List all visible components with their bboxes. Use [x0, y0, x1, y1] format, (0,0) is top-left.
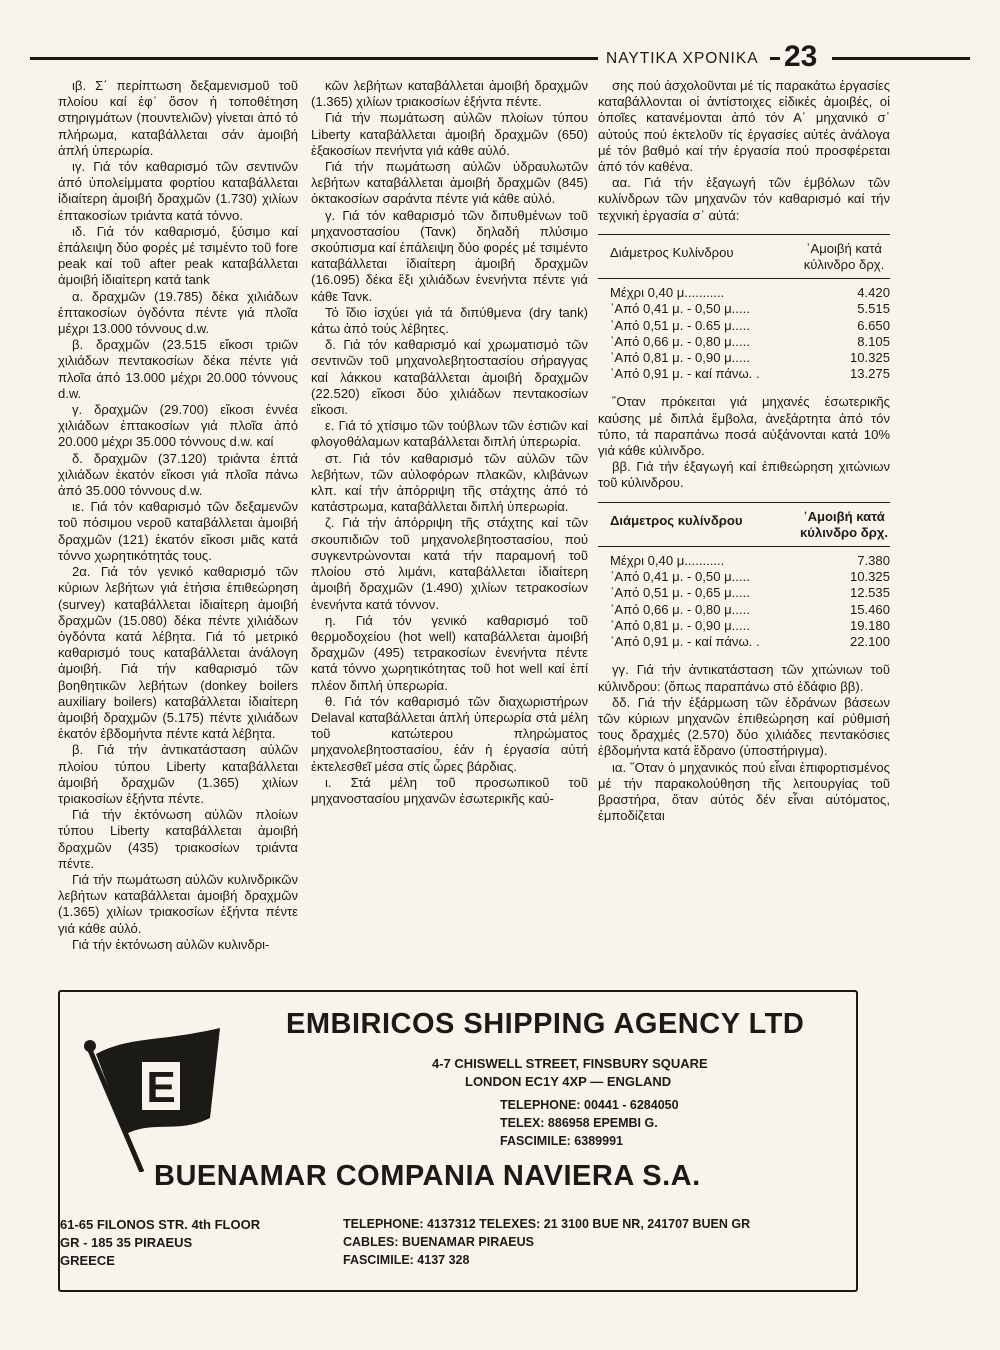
address-line: 4-7 CHISWELL STREET, FINSBURY SQUARE [432, 1056, 708, 1071]
address-line: 61-65 FILONOS STR. 4th FLOOR [60, 1217, 261, 1232]
text-column-2 [311, 78, 588, 807]
paragraph: ῞Οταν πρόκειται γιά μηχανές ἐσωτερικῆς καύσης μέ διπλά ἔμβολα, ἀνεξάρτητα ἀπό τόν τύπο, τά παραπάνω ποσά αὐξάνονται κατά 10% γιά κάθε κύλινδρο. [598, 394, 890, 459]
telephone-line: TELEPHONE: 00441 - 6284050 [500, 1098, 679, 1112]
diameter-range: ᾽Από 0,41 μ. - 0,50 μ..... [610, 301, 750, 317]
fee-value: 4.420 [857, 285, 890, 301]
telex-line: TELEX: 886958 EPEMBI G. [500, 1116, 658, 1130]
paragraph: 2α. Γιά τόν γενικό καθαρισμό τῶν κύριων λεβήτων γιά ἐτήσια ἐπιθεώρηση (survey) καταβάλλεται ἰδιαίτερη ἀμοιβή δραχμῶν (15.080) δέκα πέντε χιλιάδων ὀγδόντα κατά λέβητα. Γιά τό μετρικό καθαρισμό τους καταβάλλεται ἀνάλογη ἀμοιβή. Γιά τήν καθαρισμό τῶν βοηθητικῶν λεβήτων (donkey boilers auxiliary boilers) καταβάλλεται ἰδιαίτερη ἀμοιβή δραχμῶν (5.175) πέντε χιλιάδων ἑκατόν ἑβδομήντα πέντε κατά λέβητα. [58, 564, 298, 742]
company-name-buenamar: BUENAMAR COMPANIA NAVIERA S.A. [154, 1160, 701, 1192]
diameter-range: ᾽Από 0,51 μ. - 0,65 μ..... [610, 585, 750, 601]
company-flag-logo [70, 1022, 220, 1172]
diameter-range: ᾽Από 0,66 μ. - 0,80 μ..... [610, 333, 750, 349]
header-rule-left [30, 57, 598, 60]
fee-value: 7.380 [857, 553, 890, 569]
table-header-diameter: Διάμετρος Κυλίνδρου [610, 244, 734, 260]
paragraph: ιε. Γιά τόν καθαρισμό τῶν δεξαμενῶν τοῦ πόσιμου νεροῦ καταβάλλεται ἀμοιβή δραχμῶν (121) ἑκατόν εἴκοσι μιᾶς κατά τόννο χωρητικότητάς τους. [58, 499, 298, 563]
paragraph: γγ. Γιά τήν ἀντικατάσταση τῶν χιτώνιων τοῦ κύλινδρου: (ὅπως παραπάνω στό ἐδάφιο ββ). [598, 662, 890, 694]
paragraph: γ. δραχμῶν (29.700) εἴκοσι ἐννέα χιλιάδων ἑπτακοσίων γιά πλοῖα ἀπό 20.000 μέχρι 35.000 τόννους d.w. καί [58, 402, 298, 450]
paragraph: σης πού ἀσχολοῦνται μέ τίς παρακάτω ἐργασίες καταβάλλονται οἱ ἀντίστοιχες εἰδικές ἀμοιβές, οἱ ὁποῖες κατανέμονται ἀπό τόν Α΄ μηχανικό σ᾽ αὐτούς πού ἐκτελοῦν τίς ἐργασίες αὐτές ἀνάλογα μέ τόν βαθμό καί τήν ἐργασία πού προσφέρεται ἀπό τόν καθένα. [598, 78, 890, 175]
header-rule-right [832, 57, 970, 60]
fee-value: 10.325 [849, 569, 890, 585]
diameter-range: ᾽Από 0,81 μ. - 0,90 μ..... [610, 350, 750, 366]
table-row [598, 553, 890, 569]
fee-value: 8.105 [857, 333, 890, 349]
diameter-range: ᾽Από 0,66 μ. - 0,80 μ..... [610, 601, 750, 617]
paragraph: Γιά τήν ἐκτόνωση αὐλῶν κυλινδρι- [72, 936, 270, 952]
table-header [598, 502, 890, 547]
paragraph: ε. Γιά τό χτίσιμο τῶν τούβλων τῶν ἑστιῶν καί φλογοθάλαμων καταβάλλεται διπλή ὑπερωρία. [311, 418, 588, 450]
paragraph: αα. Γιά τήν ἐξαγωγή τῶν ἐμβόλων τῶν κυλίνδρων τῶν μηχανῶν τόν καθαρισμό καί τήν τεχνική ἐργασία σ᾽ αὐτά: [598, 175, 890, 223]
paragraph: δ. Γιά τόν καθαρισμό καί χρωματισμό τῶν σεντινῶν τοῦ μηχανολεβητοστασίου σήραγγας καί λάκκου καταβάλλεται ἀμοιβή δραχμῶν (22.520) εἴκοσι δύο χιλιάδων πεντακοσίων εἴκοσι. [311, 337, 588, 418]
advertisement-box [58, 990, 858, 1292]
text-column-1 [58, 78, 298, 953]
address-line: GREECE [60, 1253, 115, 1268]
paragraph: ιγ. Γιά τόν καθαρισμό τῶν σεντινῶν ἀπό ὑπολείμματα φορτίου καταβάλλεται ἰδιαίτερη ἀμοιβή δραχμῶν (1.730) χιλίων ἑπτακοσίων τριάντα κατά τόννο. [58, 159, 298, 223]
fee-value: 6.650 [857, 317, 890, 333]
table-row [598, 569, 890, 585]
paragraph: θ. Γιά τόν καθαρισμό τῶν διαχωριστήρων Delaval καταβάλλεται ἁπλή ὑπερωρία στά μέλη τοῦ κατώτερου πληρώματος μηχανολεβητοστασίου, ἐάν ἡ ἐργασία αὐτή ἐκτελεσθεῖ μέσα στίς ὧρες βάρδιας. [311, 693, 588, 774]
fee-table-pistons [598, 234, 890, 383]
diameter-range: ᾽Από 0,91 μ. - καί πάνω. . [610, 366, 760, 382]
fee-value: 12.535 [849, 585, 890, 601]
paragraph: γ. Γιά τόν καθαρισμό τῶν διπυθμένων τοῦ μηχανοστασίου (Τανκ) δηλαδή πλύσιμο σκούπισμα καί ἐπάλειψη δύο φορές μέ τσιμέντο καταβάλλεται ἰδιαίτερη ἀμοιβή δραχμῶν (16.095) δέκα ἕξι χιλιάδων ἐνενήντα πέντε γιά κάθε Τανκ. [311, 207, 588, 304]
company-name-embiricos: EMBIRICOS SHIPPING AGENCY LTD [286, 1008, 805, 1040]
table-header-fee: ᾽Αμοιβή κατά κύλινδρο δρχ. [803, 240, 885, 273]
paragraph: β. Γιά τήν ἀντικατάσταση αὐλῶν πλοίου τύπου Liberty καταβάλλεται ἀμοιβή δραχμῶν (1.365) χιλίων τριακοσίων ἑξήντα πέντε. [58, 742, 298, 806]
diameter-range: Μέχρι 0,40 μ........... [610, 553, 725, 569]
table-header-diameter: Διάμετρος κυλίνδρου [610, 512, 743, 528]
paragraph: ιβ. Σ΄ περίπτωση δεξαμενισμοῦ τοῦ πλοίου καί ἐφ᾽ ὅσον ἡ τοποθέτηση στηριγμάτων (πουντελιῶν) γίνεται ἀπό τό πλήρωμα, καταβάλλεται σάν ἀμοιβή ἁπλή ὑπερωρία. [58, 78, 298, 158]
paragraph: Γιά τήν ἐκτόνωση αὐλῶν πλοίων τύπου Liberty καταβάλλεται ἀμοιβή δραχμῶν (435) τριακοσίων τριάντα πέντε. [58, 807, 298, 871]
fee-value: 10.325 [849, 350, 890, 366]
table-row [598, 366, 890, 382]
paragraph: Γιά τήν πωμάτωση αὐλῶν κυλινδρικῶν λεβήτων καταβάλλεται ἀμοιβή δραχμῶν (1.365) χιλίων τριακοσίων ἑξήντα πέντε γιά κάθε αὐλό. [58, 871, 298, 936]
paragraph: ζ. Γιά τήν ἀπόρριψη τῆς στάχτης καί τῶν σκουπιδιῶν τοῦ μηχανολεβητοστασίου, πού συγκεντρώνονται κατά τήν παραμονή τοῦ πλοίου στό λιμάνι, καταβάλλεται ἰδιαίτερη ἀμοιβή δραχμῶν (1.490) χιλίων τετρακοσίων ἐνενήντα κατά τόννον. [311, 515, 588, 612]
diameter-range: ᾽Από 0,81 μ. - 0,90 μ..... [610, 617, 750, 633]
paragraph: α. δραχμῶν (19.785) δέκα χιλιάδων ἑπτακοσίων ὀγδόντα πέντε γιά πλοῖα μέχρι 13.000 τόννους d.w. [58, 288, 298, 337]
table-row [598, 585, 890, 601]
fax-line: FASCIMILE: 6389991 [500, 1134, 623, 1148]
table-row [598, 301, 890, 317]
paragraph: ια. ῞Οταν ὁ μηχανικός πού εἶναι ἐπιφορτισμένος μέ τήν παρακολούθηση τῆς λειτουργίας τοῦ βραστήρα, ὅταν αὐτός δέν εἶναι αὐτόματος, ἐμποδίζεται [598, 759, 890, 824]
paragraph: δδ. Γιά τήν ἐξάρμωση τῶν ἑδράνων βάσεων τῶν κύριων μηχανῶν ἐπιθεώρηση καί ρύθμισή τους δραχμές (2.570) δύο χιλιάδες πεντακόσιες ἑβδομήντα κατά ἕδρανο (ὑποστήριγμα). [598, 694, 890, 759]
diameter-range: ᾽Από 0,51 μ. - 0.65 μ..... [610, 317, 750, 333]
page-number: 23 [784, 40, 818, 73]
fee-value: 15.460 [849, 601, 890, 617]
table-row [598, 602, 890, 618]
paragraph: δ. δραχμῶν (37.120) τριάντα ἑπτά χιλιάδων ἑκατόν εἴκοσι γιά πλοῖα πάνω ἀπό 35.000 τόννους d.w. [58, 450, 298, 499]
table-row [598, 285, 890, 301]
table-row [598, 618, 890, 634]
paragraph: Τό ἴδιο ἰσχύει γιά τά διπύθμενα (dry tank) κάτω ἀπό τούς λέβητες. [311, 304, 588, 337]
paragraph: κῶν λεβήτων καταβάλλεται ἀμοιβή δραχμῶν (1.365) χιλίων τριακοσίων ἑξήντα πέντε. [311, 78, 588, 110]
header-rule-mid [770, 57, 780, 60]
diameter-range: Μέχρι 0,40 μ........... [610, 285, 725, 301]
paragraph: Γιά τήν πωμάτωση αὐλῶν πλοίων τύπου Liberty καταβάλλεται ἀμοιβή δραχμῶν (650) ἑξακοσίων πενήντα γιά κάθε αὐλό. [311, 110, 588, 158]
paragraph: ι. Στά μέλη τοῦ προσωπικοῦ τοῦ μηχανοστασίου μηχανῶν ἐσωτερικῆς καύ- [311, 774, 588, 806]
flag-letter: E [146, 1063, 176, 1112]
table-header-fee: ᾽Αμοιβή κατά κύλινδρο δρχ. [799, 508, 889, 540]
table-header [598, 234, 890, 279]
paragraph: Γιά τήν πωμάτωση αὐλῶν ὑδραυλωτῶν λεβήτων καταβάλλεται ἀμοιβή δραχμῶν (845) ὀκτακοσίων σαράντα πέντε γιά κάθε αὐλό. [311, 159, 588, 207]
text-column-3 [598, 78, 890, 824]
fax-line: FASCIMILE: 4137 328 [343, 1253, 470, 1267]
paragraph: ββ. Γιά τήν ἐξαγωγή καί ἐπιθεώρηση χιτώνιων τοῦ κύλινδρου. [598, 459, 890, 491]
fee-value: 5.515 [857, 301, 890, 317]
fee-value: 22.100 [849, 634, 890, 650]
cables-line: CABLES: BUENAMAR PIRAEUS [343, 1235, 534, 1249]
diameter-range: ᾽Από 0,91 μ. - καί πάνω. . [610, 634, 760, 650]
table-row [598, 318, 890, 334]
telephone-line: TELEPHONE: 4137312 TELEXES: 21 3100 BUE NR, 241707 BUEN GR [343, 1217, 751, 1231]
table-row [598, 350, 890, 366]
paragraph: β. δραχμῶν (23.515 εἴκοσι τριῶν χιλιάδων πεντακοσίων δέκα πέντε γιά πλοῖα ἀπό 13.000 μέχρι 20.000 τόννους d.w. [58, 337, 298, 401]
address-line: GR - 185 35 PIRAEUS [60, 1235, 193, 1250]
table-row [598, 334, 890, 350]
fee-value: 13.275 [849, 366, 890, 382]
paragraph: η. Γιά τόν γενικό καθαρισμό τοῦ θερμοδοχείου (hot well) καταβάλλεται ἀμοιβή δραχμῶν (495) τετρακοσίων ἐνενήντα πέντε κατά τόννο χωρητικότητας τοῦ hot well καί ἐπί πλέον διπλή ὑπερωρία. [311, 612, 588, 693]
fee-value: 19.180 [849, 617, 890, 633]
fee-table-liners [598, 502, 890, 651]
table-row [598, 634, 890, 650]
diameter-range: ᾽Από 0,41 μ. - 0,50 μ..... [610, 569, 750, 585]
magazine-title: ΝΑΥΤΙΚΑ ΧΡΟΝΙΚΑ [606, 50, 759, 67]
paragraph: ιδ. Γιά τόν καθαρισμό, ξύσιμο καί ἐπάλειψη δύο φορές μέ τσιμέντο τοῦ fore peak καί τοῦ after peak καταβάλλεται ἀμοιβή ἰδιαίτερη κατά tank [58, 223, 298, 288]
address-line: LONDON EC1Y 4XP — ENGLAND [465, 1074, 672, 1089]
paragraph: στ. Γιά τόν καθαρισμό τῶν αὐλῶν τῶν λεβήτων, τῶν αὐλοφόρων πλακῶν, κλιβάνων κλπ. καί τήν ἀπόρριψη τῆς στάχτης ἀπό τό κατάστρωμα, καταβάλλεται διπλή ὑπερωρία. [311, 450, 588, 515]
